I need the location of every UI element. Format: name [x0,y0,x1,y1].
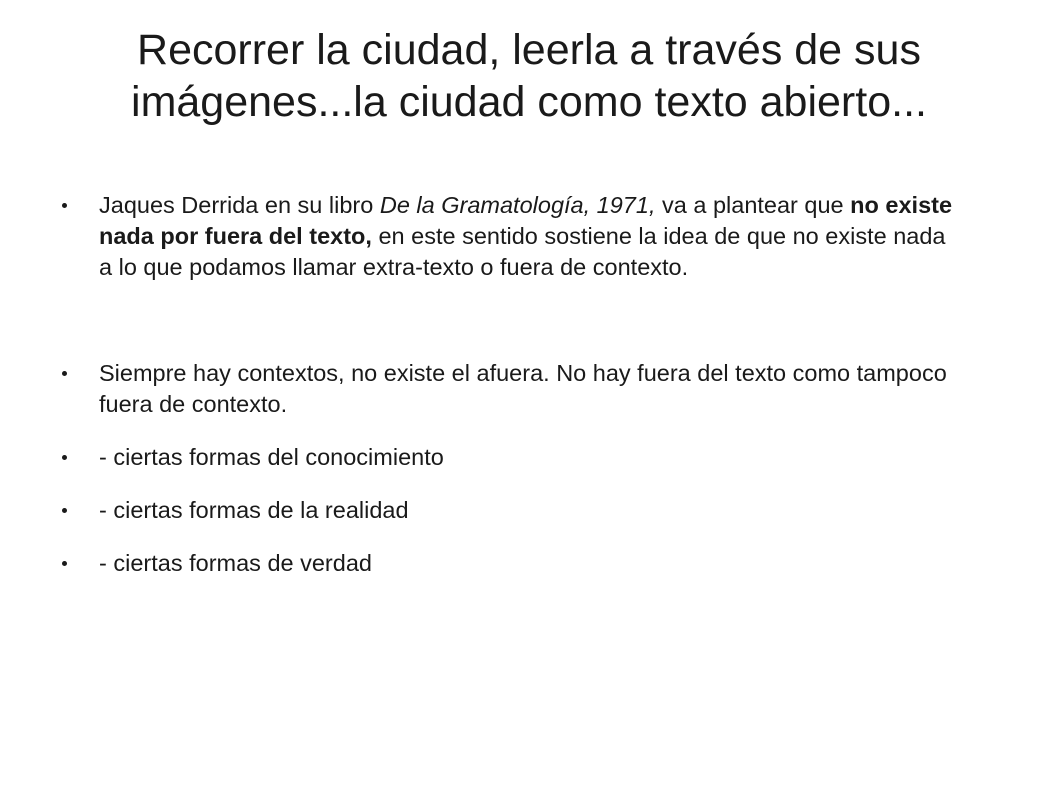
bullet-dot-icon [62,508,67,513]
bullet-text-part1: Jaques Derrida en su libro [99,192,380,218]
bullet-item-contextos [62,358,962,420]
book-title-italic: De la Gramatología, 1971, [379,192,656,218]
bullet-text: - ciertas formas del conocimiento [99,444,444,470]
bullet-item-verdad [62,548,962,579]
bullet-dot-icon [62,203,67,208]
bullet-text: - ciertas formas de la realidad [99,497,409,523]
bullet-dot-icon [62,455,67,460]
bullet-item-realidad [62,495,962,526]
bullet-text: Siempre hay contextos, no existe el afuera. No hay fuera del texto como tampoco fuera de contexto. [99,360,947,417]
bullet-dot-icon [62,371,67,376]
bullet-text-part2: va a plantear que [655,192,851,218]
bullet-text-part3: en este sentido sostiene la idea de que no existe nada a lo que podamos llamar extra-texto o fuera de contexto. [99,223,953,280]
slide-title: Recorrer la ciudad, leerla a través de sus imágenes...la ciudad como texto abierto... [131,26,927,126]
bullet-item-conocimiento [62,442,962,473]
bullet-dot-icon [62,561,67,566]
emphasis-bold: no existe nada por fuera del texto, [99,192,953,249]
bullet-text: - ciertas formas de verdad [99,550,372,576]
bullet-list [62,190,962,579]
bullet-item-derrida [62,190,962,283]
